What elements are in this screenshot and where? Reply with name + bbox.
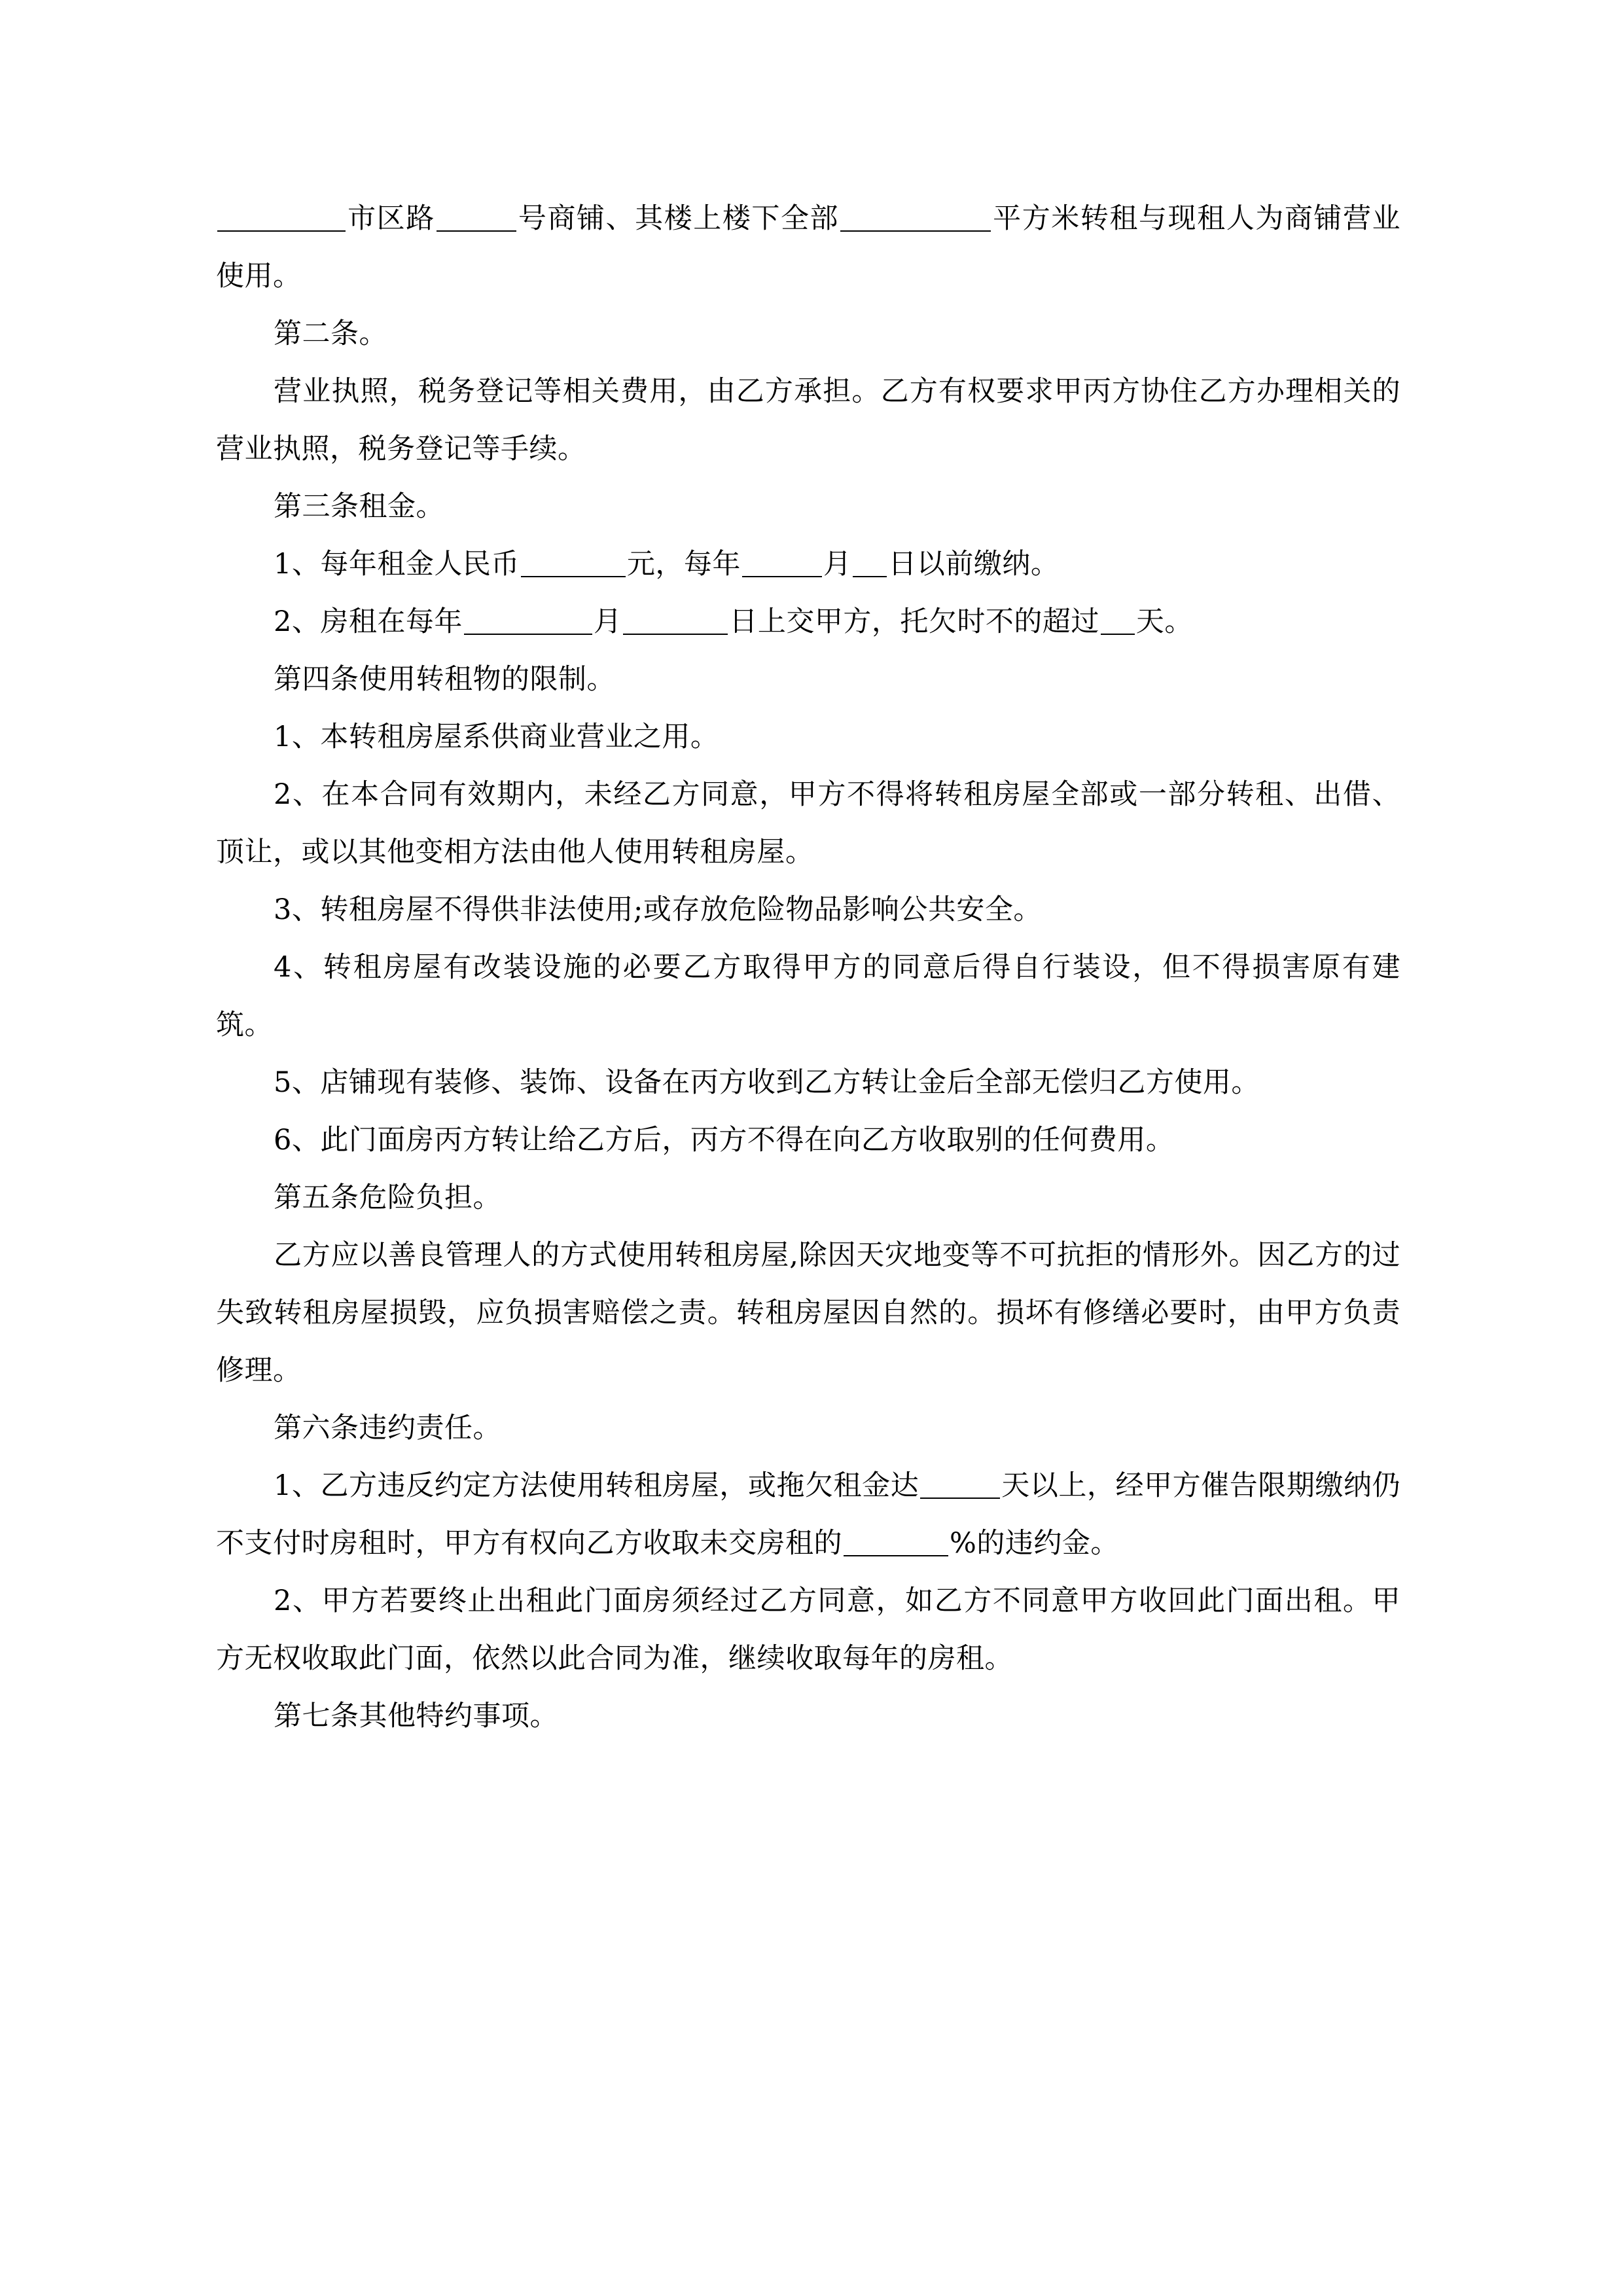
paragraph-text: 2、房租在每年 [274,605,463,638]
document-paragraph [216,881,1400,939]
paragraph-text: 1、每年租金人民币 [274,548,520,581]
paragraph-text: 4、转租房屋有改装设施的必要乙方取得甲方的同意后得自行装设，但不得损害原有建筑。 [216,951,1400,1041]
paragraph-text: %的违约金。 [950,1527,1119,1560]
document-paragraph [216,593,1400,651]
document-paragraph [216,1399,1400,1457]
paragraph-text: 市区路 [347,202,435,235]
document-paragraph [216,1457,1400,1572]
paragraph-text: 平方米转租与现租人为商铺营业使用。 [216,202,1401,293]
paragraph-text: 2、在本合同有效期内，未经乙方同意，甲方不得将转租房屋全部或一部分转租、出借、顶让，或以其他变相方法由他人使用转租房屋。 [216,778,1400,869]
document-paragraph [216,939,1400,1054]
paragraph-text: 第二条。 [274,317,387,350]
paragraph-text: 日上交甲方，托欠时不的超过 [729,605,1099,638]
paragraph-text: 第六条违约责任。 [274,1412,501,1444]
fill-in-blank[interactable] [844,1526,948,1556]
fill-in-blank[interactable] [217,202,346,232]
fill-in-blank[interactable] [920,1469,1000,1499]
document-paragraph [216,708,1400,766]
paragraph-text: 第五条危险负担。 [274,1181,501,1214]
document-paragraph [216,1227,1400,1399]
paragraph-text: 第三条租金。 [274,490,444,523]
paragraph-text: 月 [593,605,622,638]
document-paragraph [216,535,1400,593]
fill-in-blank[interactable] [840,202,991,232]
paragraph-text: 3、转租房屋不得供非法使用;或存放危险物品影响公共安全。 [274,893,1042,926]
paragraph-text: 元，每年 [626,548,741,581]
paragraph-text: 天。 [1135,605,1193,638]
document-body [216,190,1400,1745]
paragraph-text: 5、店铺现有装修、装饰、设备在丙方收到乙方转让金后全部无偿归乙方使用。 [274,1066,1260,1099]
fill-in-blank[interactable] [623,605,728,635]
paragraph-text: 号商铺、其楼上楼下全部 [517,202,840,235]
fill-in-blank[interactable] [742,547,822,577]
document-paragraph [216,363,1400,478]
fill-in-blank[interactable] [521,547,626,577]
document-paragraph [216,1572,1400,1687]
document-paragraph [216,1054,1400,1111]
paragraph-text: 1、本转租房屋系供商业营业之用。 [274,721,719,753]
paragraph-text: 日以前缴纳。 [888,548,1060,581]
paragraph-text: 2、甲方若要终止出租此门面房须经过乙方同意，如乙方不同意甲方收回此门面出租。甲方无权收取此门面，依然以此合同为准，继续收取每年的房租。 [216,1585,1400,1675]
document-paragraph [216,305,1400,363]
fill-in-blank[interactable] [1101,605,1135,635]
fill-in-blank[interactable] [853,547,887,577]
paragraph-text: 第四条使用转租物的限制。 [274,663,615,696]
paragraph-text: 第七条其他特约事项。 [274,1700,558,1732]
paragraph-text: 1、乙方违反约定方法使用转租房屋，或拖欠租金达 [274,1469,919,1502]
paragraph-text: 天以上，经甲方催告限期缴纳仍不支付时房租时，甲方有权向乙方收取未交房租的 [216,1469,1401,1560]
paragraph-text: 营业执照，税务登记等相关费用，由乙方承担。乙方有权要求甲丙方协住乙方办理相关的营业执照，税务登记等手续。 [216,375,1400,465]
document-paragraph [216,190,1400,305]
document-paragraph [216,766,1400,881]
document-paragraph [216,1687,1400,1745]
paragraph-text: 乙方应以善良管理人的方式使用转租房屋,除因天灾地变等不可抗拒的情形外。因乙方的过失致转租房屋损毁，应负损害赔偿之责。转租房屋因自然的。损坏有修缮必要时，由甲方负责修理。 [216,1239,1400,1387]
fill-in-blank[interactable] [464,605,592,635]
paragraph-text: 月 [823,548,852,581]
document-paragraph [216,478,1400,535]
paragraph-text: 6、此门面房丙方转让给乙方后，丙方不得在向乙方收取别的任何费用。 [274,1124,1175,1157]
fill-in-blank[interactable] [437,202,516,232]
document-paragraph [216,651,1400,708]
document-paragraph [216,1169,1400,1227]
document-paragraph [216,1111,1400,1169]
